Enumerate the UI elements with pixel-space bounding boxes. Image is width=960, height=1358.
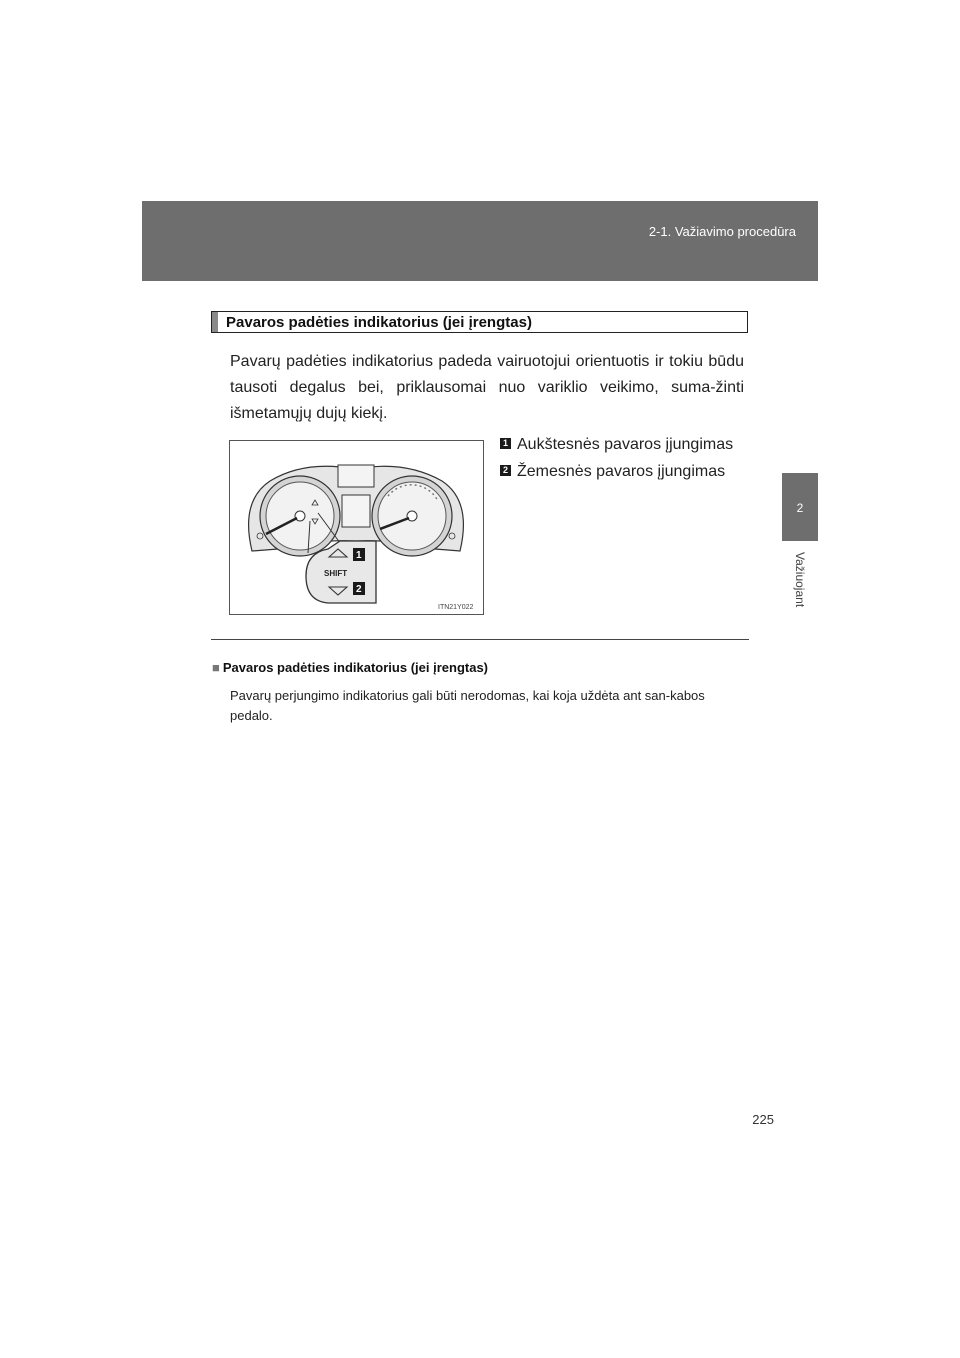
section-breadcrumb: 2-1. Važiavimo procedūra xyxy=(648,224,796,239)
intro-paragraph: Pavarų padėties indikatorius padeda vairuotojui orientuotis ir tokiu būdu tausoti degalus bei, priklausomai nuo variklio veikimo, suma-žinti išmetamųjų dujų kiekį. xyxy=(230,353,744,422)
note-text: Pavarų perjungimo indikatorius gali būti nerodomas, kai koja uždėta ant san-kabos pedalo. xyxy=(230,688,705,723)
legend-text-downshift: Žemesnės pavaros įjungimas xyxy=(517,463,726,480)
section-divider xyxy=(211,639,749,640)
page-number: 225 xyxy=(752,1112,774,1127)
note-heading xyxy=(212,660,488,675)
legend-item-downshift xyxy=(500,463,725,481)
legend-item-upshift xyxy=(500,436,733,454)
section-heading: Pavaros padėties indikatorius (jei įrengtas) xyxy=(226,314,532,331)
legend-text-upshift: Aukštesnės pavaros įjungimas xyxy=(517,436,734,453)
callout-1: 1 xyxy=(356,550,362,561)
chapter-tab xyxy=(782,473,818,541)
instrument-cluster-figure xyxy=(229,440,484,615)
legend-badge-2: 2 xyxy=(500,465,511,476)
header-band xyxy=(142,201,818,281)
instrument-cluster-illustration xyxy=(230,441,483,614)
note-title: Pavaros padėties indikatorius (jei įrengtas) xyxy=(222,660,489,675)
chapter-label: Važiuojant xyxy=(793,552,807,608)
chapter-label-container xyxy=(784,550,816,630)
note-marker-icon: ■ xyxy=(212,660,220,675)
figure-code: ITN21Y022 xyxy=(438,604,474,611)
section-heading-bar xyxy=(212,312,218,332)
chapter-number: 2 xyxy=(796,501,804,515)
section-heading-box xyxy=(211,311,748,333)
shift-label: SHIFT xyxy=(324,569,348,578)
legend-badge-1: 1 xyxy=(500,438,511,449)
callout-2: 2 xyxy=(356,584,362,595)
